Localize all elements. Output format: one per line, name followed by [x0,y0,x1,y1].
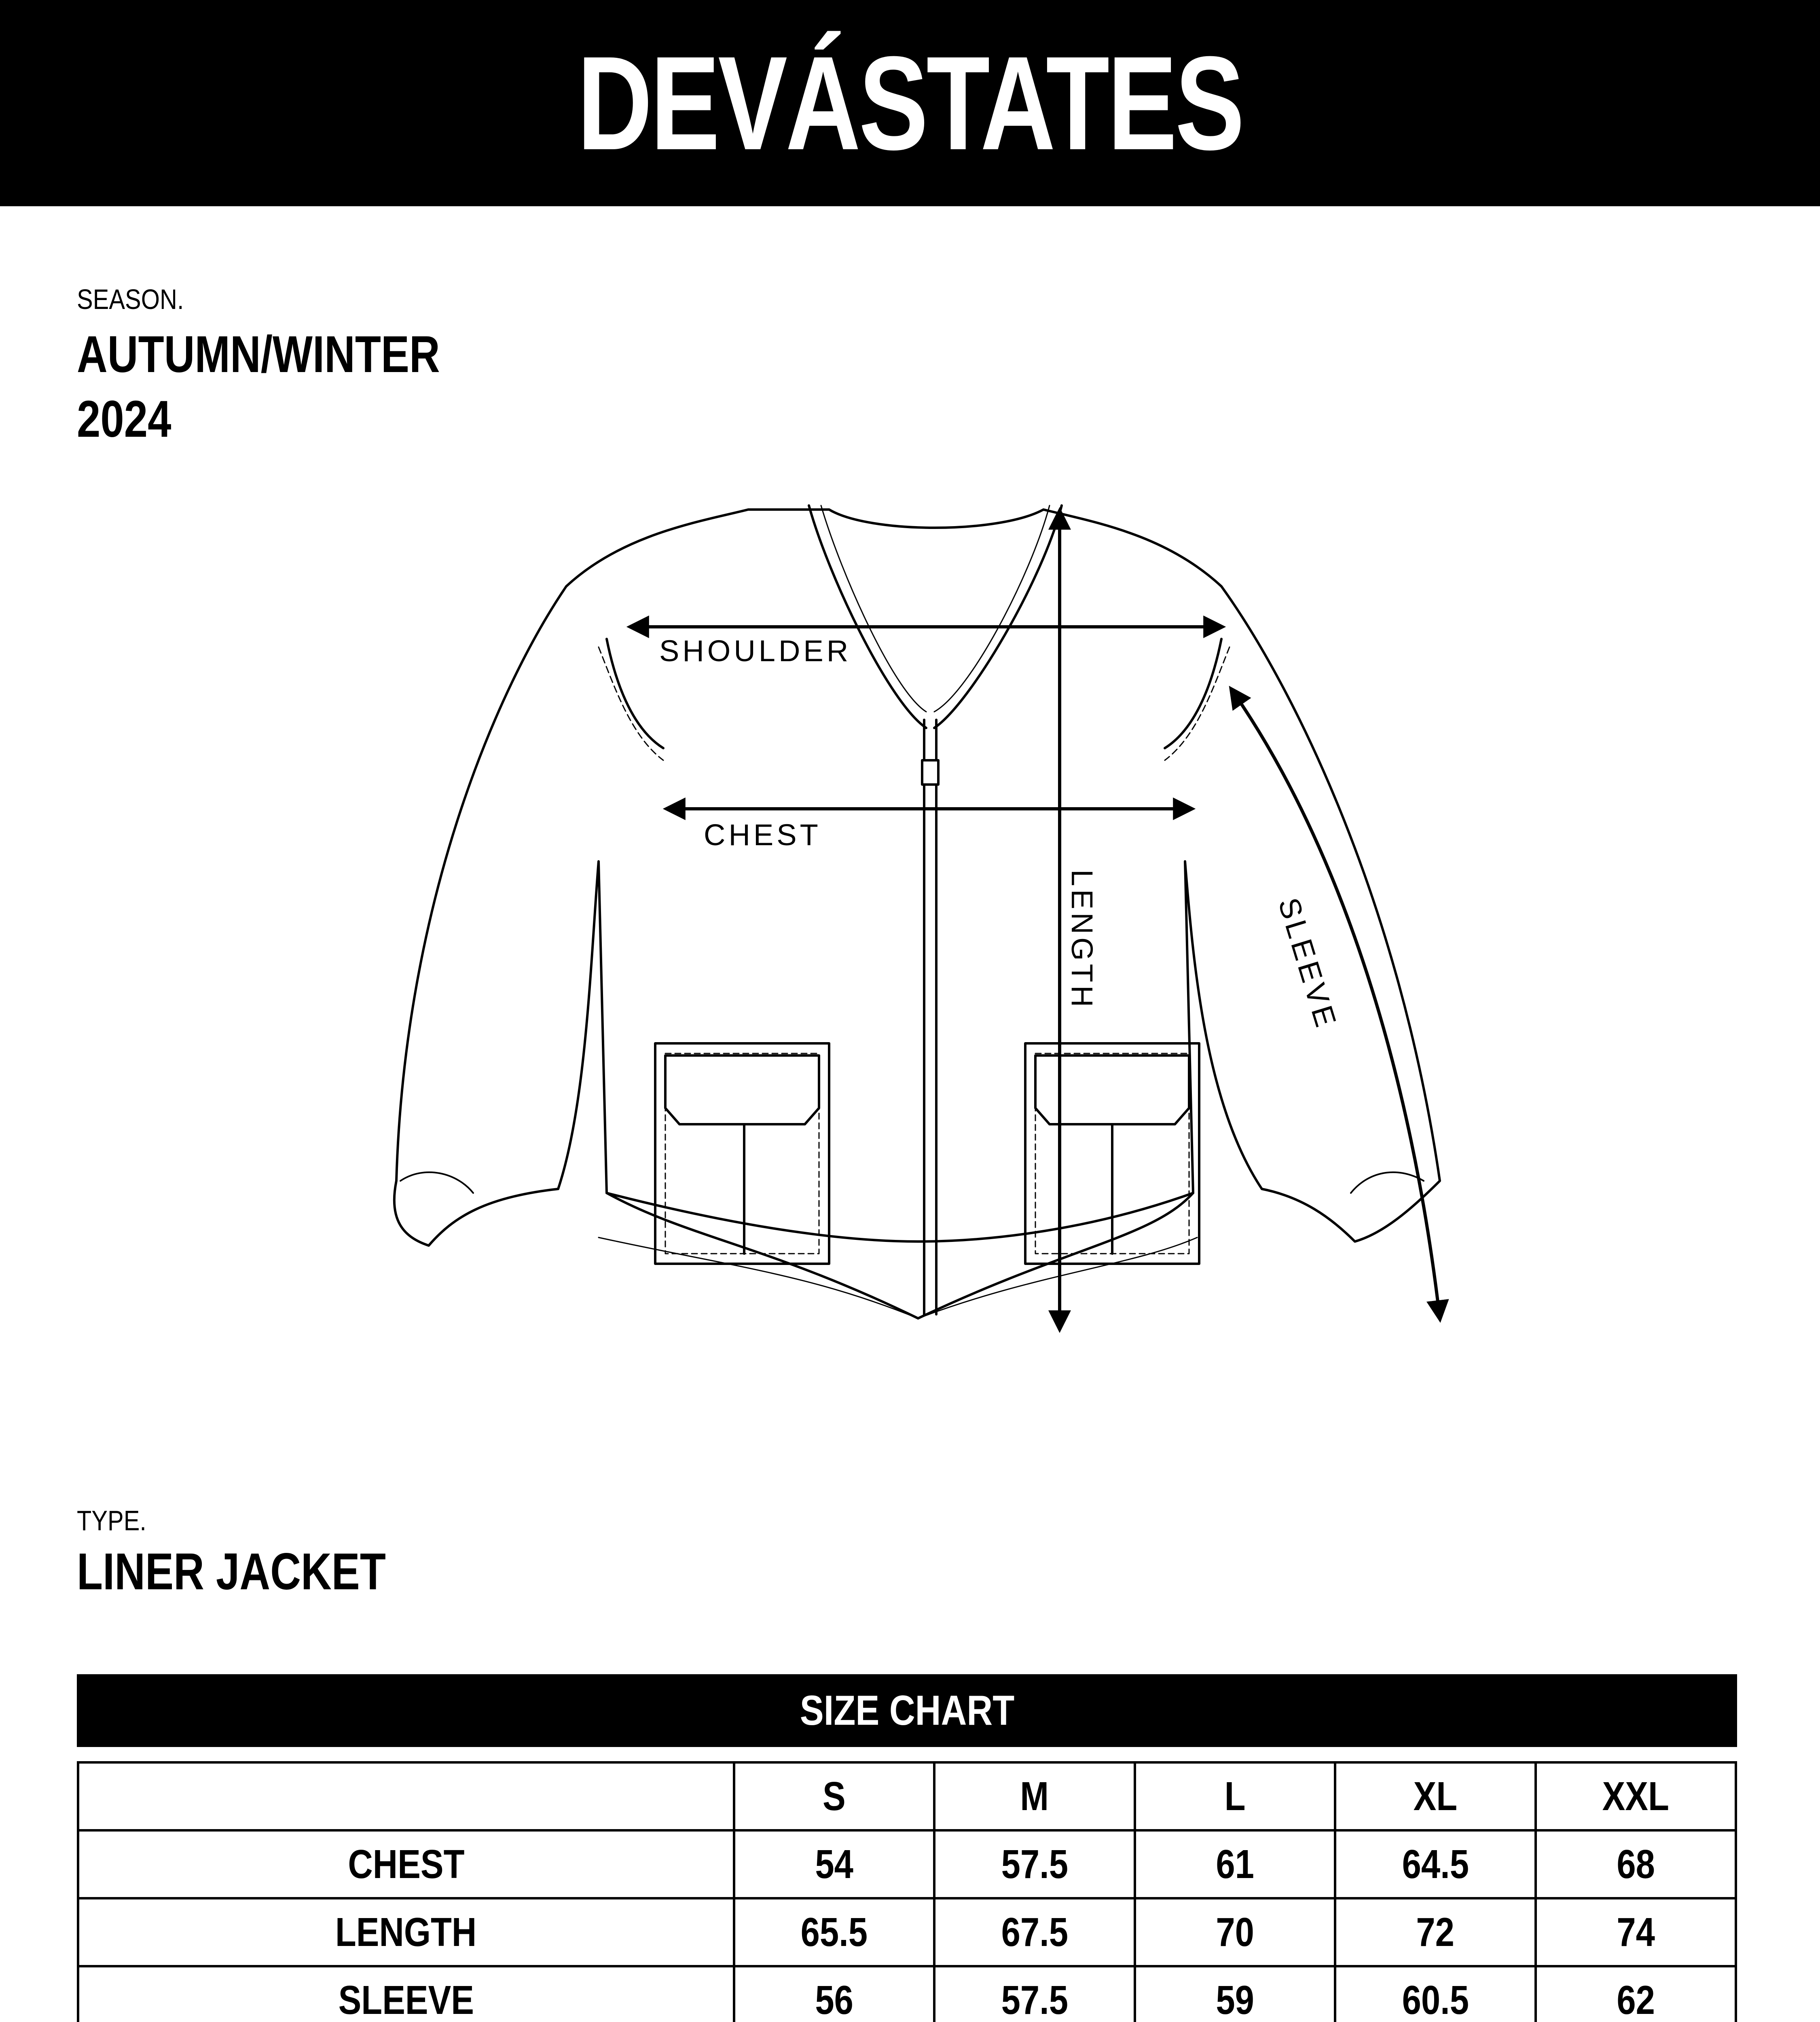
size-chart-title: SIZE CHART [800,1687,1014,1734]
corner-cell [78,1762,734,1830]
size-column-label: XL [1413,1773,1458,1819]
brand-title: DEVÁSTATES [577,28,1243,178]
measure-value-cell [1335,1830,1535,1898]
size-column-header [1135,1762,1335,1830]
measure-value-cell [1335,1898,1535,1966]
measure-name-cell [78,1966,734,2022]
size-column-label: XXL [1602,1773,1669,1819]
left-pocket [655,1043,829,1264]
size-column-header [1335,1762,1535,1830]
measure-value-cell [1536,1898,1736,1966]
jacket-body-outline [394,510,1440,1246]
size-column-label: M [1020,1773,1049,1819]
measure-value: 67.5 [1001,1909,1068,1955]
measure-value-cell [734,1830,934,1898]
measure-name: LENGTH [335,1909,477,1955]
measure-value: 70 [1216,1909,1254,1955]
size-column-header [934,1762,1134,1830]
measure-value-cell [1536,1830,1736,1898]
measure-name-cell [78,1830,734,1898]
table-row [78,1898,1736,1966]
season-line1: AUTUMN/WINTER [77,326,440,383]
measure-value-cell [734,1898,934,1966]
type-value: LINER JACKET [77,1543,386,1601]
season-line2: 2024 [77,390,171,448]
size-column-label: S [823,1773,846,1819]
measure-value-cell [934,1898,1134,1966]
measure-value-cell [934,1966,1134,2022]
measure-value: 57.5 [1001,1977,1068,2022]
measure-value: 60.5 [1402,1977,1469,2022]
measure-name: CHEST [347,1841,465,1887]
brand-header [0,0,1820,206]
measure-value-cell [734,1966,934,2022]
measure-value-cell [934,1830,1134,1898]
type-label: TYPE. [77,1505,146,1536]
chest-label: CHEST [704,818,821,852]
length-label: LENGTH [1065,869,1099,1011]
measure-name-cell [78,1898,734,1966]
size-column-header [1536,1762,1736,1830]
measure-value: 62 [1616,1977,1655,2022]
measure-value: 72 [1416,1909,1455,1955]
measure-value: 54 [815,1841,853,1887]
measure-value: 68 [1616,1841,1655,1887]
measure-value: 56 [815,1977,853,2022]
measure-value: 59 [1216,1977,1254,2022]
measure-value-cell [1135,1898,1335,1966]
measure-value-cell [1335,1966,1535,2022]
size-column-label: L [1224,1773,1246,1819]
size-header-row [78,1762,1736,1830]
size-chart-table [77,1761,1737,2022]
size-column-header [734,1762,934,1830]
measure-value-cell [1536,1966,1736,2022]
table-row [78,1830,1736,1898]
size-chart-header [77,1674,1737,1747]
measure-value-cell [1135,1966,1335,2022]
measure-value: 61 [1216,1841,1254,1887]
jacket-flat-sketch [0,477,1820,1399]
measure-value: 74 [1616,1909,1655,1955]
jacket-diagram [0,477,1820,1399]
measure-value: 64.5 [1402,1841,1469,1887]
table-row [78,1966,1736,2022]
season-label: SEASON. [77,283,184,315]
measure-value-cell [1135,1830,1335,1898]
sleeve-label: SLEEVE [1272,894,1344,1034]
measure-value: 65.5 [800,1909,868,1955]
measure-value: 57.5 [1001,1841,1068,1887]
shoulder-label: SHOULDER [659,634,852,668]
measure-name: SLEEVE [338,1977,474,2022]
